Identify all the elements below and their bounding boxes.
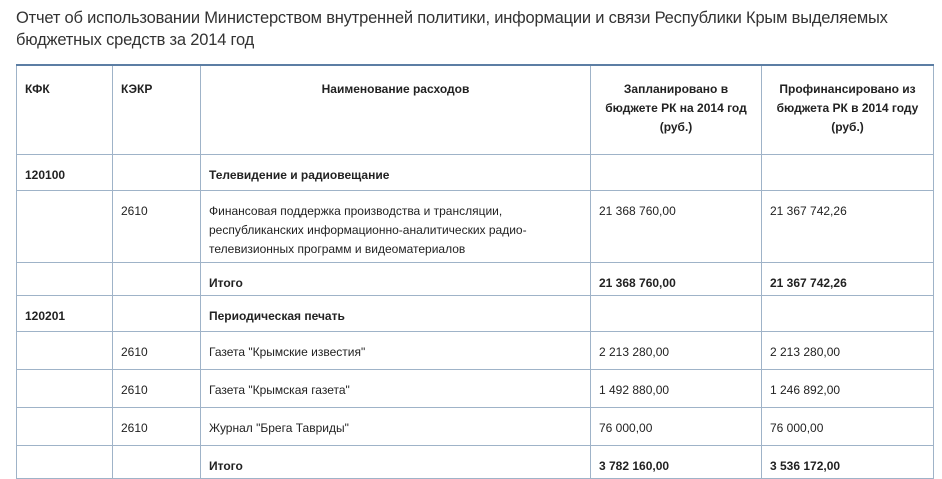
- column-header-kekr: КЭКР: [113, 65, 201, 154]
- section-row: [17, 154, 934, 190]
- cell-name: Финансовая поддержка производства и трансляции, республиканских информационно-аналитических радио-телевизионных программ и видеоматериалов: [201, 190, 591, 262]
- section-kfk: 120201: [17, 295, 113, 331]
- empty-cell: [113, 445, 201, 478]
- cell-planned: 21 368 760,00: [591, 190, 762, 262]
- table-row: [17, 190, 934, 262]
- total-financed: 21 367 742,26: [762, 262, 934, 295]
- cell-financed: 21 367 742,26: [762, 190, 934, 262]
- section-title: Телевидение и радиовещание: [201, 154, 591, 190]
- total-label: Итого: [201, 262, 591, 295]
- cell-kekr: 2610: [113, 331, 201, 369]
- table-row: [17, 407, 934, 445]
- empty-cell: [591, 154, 762, 190]
- cell-financed: 76 000,00: [762, 407, 934, 445]
- cell-planned: 76 000,00: [591, 407, 762, 445]
- cell-name: Газета "Крымская газета": [201, 369, 591, 407]
- total-label: Итого: [201, 445, 591, 478]
- empty-cell: [113, 295, 201, 331]
- empty-cell: [17, 331, 113, 369]
- total-planned: 3 782 160,00: [591, 445, 762, 478]
- empty-cell: [17, 190, 113, 262]
- empty-cell: [762, 295, 934, 331]
- column-header-name: Наименование расходов: [201, 65, 591, 154]
- cell-name: Газета "Крымские известия": [201, 331, 591, 369]
- total-planned: 21 368 760,00: [591, 262, 762, 295]
- column-header-kfk: КФК: [17, 65, 113, 154]
- cell-kekr: 2610: [113, 190, 201, 262]
- empty-cell: [762, 154, 934, 190]
- cell-planned: 2 213 280,00: [591, 331, 762, 369]
- total-row: [17, 445, 934, 478]
- section-row: [17, 295, 934, 331]
- table-row: [17, 369, 934, 407]
- empty-cell: [17, 369, 113, 407]
- total-row: [17, 262, 934, 295]
- column-header-planned: Запланировано в бюджете РК на 2014 год (руб.): [591, 65, 762, 154]
- cell-planned: 1 492 880,00: [591, 369, 762, 407]
- total-financed: 3 536 172,00: [762, 445, 934, 478]
- empty-cell: [113, 262, 201, 295]
- section-kfk: 120100: [17, 154, 113, 190]
- empty-cell: [17, 262, 113, 295]
- table-header-row: [17, 65, 934, 154]
- page-title: Отчет об использовании Министерством внутренней политики, информации и связи Республики Крым выделяемых бюджетных средств за 2014 год: [16, 9, 888, 49]
- cell-kekr: 2610: [113, 369, 201, 407]
- empty-cell: [591, 295, 762, 331]
- empty-cell: [113, 154, 201, 190]
- empty-cell: [17, 445, 113, 478]
- empty-cell: [17, 407, 113, 445]
- cell-financed: 1 246 892,00: [762, 369, 934, 407]
- section-title: Периодическая печать: [201, 295, 591, 331]
- budget-table: [16, 64, 934, 479]
- table-row: [17, 331, 934, 369]
- cell-kekr: 2610: [113, 407, 201, 445]
- column-header-financed: Профинансировано из бюджета РК в 2014 году (руб.): [762, 65, 934, 154]
- cell-name: Журнал "Брега Тавриды": [201, 407, 591, 445]
- cell-financed: 2 213 280,00: [762, 331, 934, 369]
